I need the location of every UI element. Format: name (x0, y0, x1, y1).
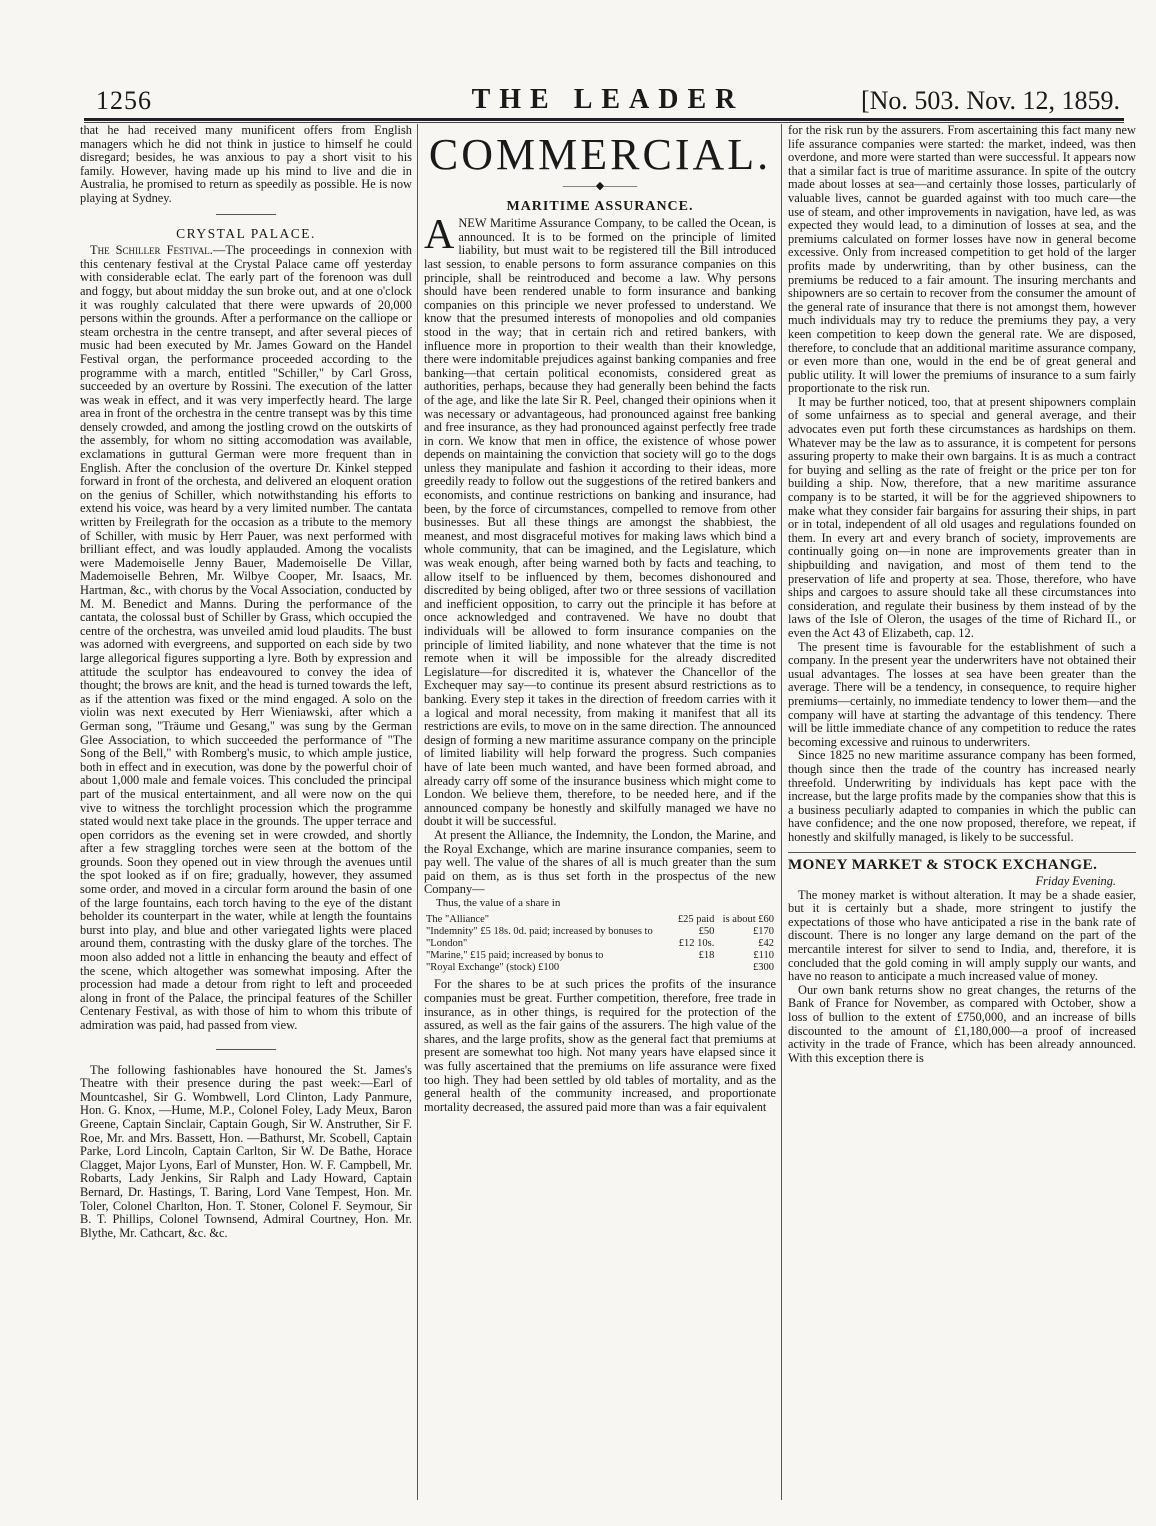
share-row (424, 950, 776, 962)
section-heading-crystal-palace: CRYSTAL PALACE. (176, 225, 316, 241)
issue-date: [No. 503. Nov. 12, 1859. (860, 86, 1120, 115)
paragraph (80, 244, 412, 1032)
paragraph: The money market is without alteration. It may be a shade easier, but it is certainly but a shade, more stringent to justify the expectations of those who have anticipated a rise in the bank rate of discount. There is no longer any large demand on the part of the mercantile interest for silver to send to India, and, therefore, it is concluded that the gold coming in will amply supply our wants, and have no reason to anticipate a much increased value of money. (788, 887, 1136, 984)
share-worth-cell: £110 (753, 950, 774, 962)
share-row (424, 926, 776, 938)
share-worth-cell: £170 (753, 926, 774, 938)
section-heading-commercial: COMMERCIAL. (428, 130, 772, 179)
right-column (788, 124, 1136, 1065)
column-divider (417, 124, 418, 1500)
share-worth-cell: £42 (758, 938, 774, 950)
paragraph: Since 1825 no new maritime assurance company has been formed, though since then the trade of the country has increased nearly threefold. Underwriting by individuals has kept pace with the increase, but the large profits made by the companies show that this is a business peculiarly adapted to companies in which the public can have confidence; and the one now proposed, therefore, we repeat, if honestly and skilfully managed, is likely to be successful. (788, 748, 1136, 844)
newspaper-title: THE LEADER (471, 84, 745, 115)
table-caption: Thus, the value of a share in (436, 896, 561, 909)
share-company-cell: "Royal Exchange" (stock) £100 (426, 962, 560, 974)
share-paid-cell: £25 paid (677, 914, 715, 926)
share-row (424, 962, 776, 974)
paragraph-body: NEW Maritime Assurance Company, to be called the Ocean, is announced. It is to be formed on the principle of limited liability, but must wait to be registered till the Bill introduced last session, to enable persons to form assurance companies on this principle, shall be reintroduced and become a law. Why persons should have been rendered unable to form insurance and banking companies on this principle we never professed to understand. We know that the presumed interests of monopolies and old companies stood in the way; that in certain rich and retired bankers, with influence more in proportion to their wealth than their knowledge, there were indomitable prejudices against banking companies and free banking—that certain political economists, considered great as authorities, perhaps, because they had generally been behind the facts of the age, and like the late Sir R. Peel, changed their opinions when it was necessary or advantageous, had pronounced against free banking and free insurance, as they had pronounced against perfectly free trade in corn. We know that men in office, the existence of whose power depends on maintaining the conviction that society will go to the dogs unless they manipulate and fashion it according to their ideas, more greedily ready to follow out the suggestions of the retired bankers and economists, and continue restrictions on banking and insurance, had been, by the force of circumstances, compelled to remove from other businesses. But all these things are amongst the shabbiest, the meanest, and most disgraceful motives for making laws which bind a whole community, that can be imagined, and the Legislature, which was weak enough, after being warned both by facts and teaching, to allow itself to be influenced by them, becomes dishonoured and discredited by being obliged, after two or three sessions of vacillation and inefficient opposition, to carry out the principle it has before at once acknowledged and contravened. We have no doubt that individuals will be allowed to form insurance companies on the principle of limited liability, and none whatever that the time is not remote when it will be impossible for the already discredited Legislature—for discredited it is, whatever the Chancellor of the Exchequer may say—to continue its present absurd restrictions as to banking. Every step it takes in the direction of freedom carries with it a logical and moral necessity, from making it manifest that all its restrictions are evils, to move on in the same direction. The announced design of forming a new maritime assurance company on the principle of limited liability will help forward the progress. Such companies have of late been much wanted, and have been formed abroad, and already carry off some of the insurance business which might come to London. We believe them, therefore, to be needed here, and if the announced company be honestly and skilfully managed we have no doubt it will be successful. (424, 216, 776, 829)
paragraph: For the shares to be at such prices the profits of the insurance companies must be great. Further competition, therefore, free trade in insurance, as in other things, is required for the protection of the assured, as well as the fair gains of the assurers. The high value of the shares, and the large profits, show as the general fact that premiums at present are somewhat too high. Not many years have elapsed since it was fully ascertained that the premiums on life assurance were fixed too high. They had been settled by old tables of mortality, and as the general health of the community increased, and proportionate mortality decreased, the assured paid more than was a fair equivalent (424, 977, 776, 1114)
masthead (96, 78, 1120, 118)
share-row (424, 938, 776, 950)
middle-column (424, 124, 776, 1114)
share-paid-cell: £18 (698, 950, 715, 962)
share-paid-cell (673, 962, 717, 974)
paragraph: for the risk run by the assurers. From ascertaining this fact many new life assurance companies were started: the market, indeed, was then overdone, and more were started than were successful. It appears now that a similar fact is true of maritime assurance. In spite of the outcry made about losses at sea—and certainly those losses, particularly of valuable lives, cannot be guarded against with too much care—the use of steam, and other improvements in navigation, have led, as was expected they would lead, to a diminution of losses at sea, and the premiums calculated on former losses have now in general become excessive. Only from increased competition to get hold of the larger profits made by underwriting, than by other business, can the premiums be reduced to a fair amount. The insuring merchants and shipowners are so certain to recover from the consumer the amount of the general rate of insurance that there is not amongst them, however much individuals may try to reduce the premiums they pay, a very keen competition to keep down the general rate. We are disposed, therefore, to conclude that an additional maritime assurance company, or even more than one, would in the end be of great general and public utility. It will lower the premiums of insurance to a sum fairly proportionate to the risk run. (788, 123, 1136, 396)
share-paid-cell: £50 (698, 926, 715, 938)
separator (216, 214, 276, 215)
paragraph (424, 212, 776, 829)
page-number: 1256 (96, 86, 152, 115)
drop-cap: A (424, 212, 455, 259)
paragraph: It may be further noticed, too, that at present shipowners complain of some unfairness as to special and general average, and their advocates even put forth these circumstances as hardships on them. Whatever may be the law as to assurance, it is competent for persons assuring property to make their own bargains. It is as much a contract for buying and selling as the rate of freight or the price per ton for building a ship. Now, therefore, that a new maritime assurance company is to be started, it will be for the aggrieved shipowners to make what they consider fair bargains for assuring their ships, in part or in total, independent of all old usages and regulations founded on them. In every art and every branch of society, improvements are continually going on—in none are improvements greater than in shipbuilding and navigation, and most of them tend to the preservation of life and property at sea. Those, therefore, who have ships and cargoes to assure should take all these circumstances into consideration, and regulate their business by them instead of by the laws of the Isle of Oleron, the usages of the time of Richard II., or even the Act 43 of Elizabeth, cap. 12. (788, 394, 1136, 640)
share-company-cell: "London" (426, 938, 468, 950)
paragraph: that he had received many munificent offers from English managers which he did not think in justice to himself he could disregard; besides, he was anxious to pay a short visit to his family. However, having made up his mind to live and die in Australia, he promised to return as speedily as possible. He is now playing at Sydney. (80, 123, 412, 205)
separator (788, 852, 1136, 853)
masthead-rule (84, 118, 1124, 121)
share-company-cell: The "Alliance" (426, 914, 490, 926)
paragraph: The present time is favourable for the establishment of such a company. In the present year the underwriters have not obtained their usual advantages. The losses at sea have been greater than the average. There will be a tendency, in consequence, to require higher premiums—certainly, no immediate tendency to lower them—and the company will have at starting the advantage of this tendency. There will be little immediate chance of any competition to reduce the rates becoming excessive and ruinous to underwriters. (788, 639, 1136, 749)
paragraph: Our own bank returns show no great changes, the returns of the Bank of France for November, as compared with October, show a loss of bullion to the extent of £750,000, and an increase of bills discounted to the amount of £1,180,000—a proof of increased activity in the trade of France, which has been already announced. With this exception there is (788, 982, 1136, 1065)
share-paid-cell: £12 10s. (678, 938, 715, 950)
separator (216, 1049, 276, 1050)
dateline: Friday Evening. (1035, 874, 1116, 889)
share-company-cell: "Indemnity" £5 18s. 0d. paid; increased by bonuses to (426, 926, 653, 938)
paragraph: The following fashionables have honoured the St. James's Theatre with their presence during the past week:—Earl of Mountcashel, Sir G. Wombwell, Lord Clinton, Lady Panmure, Hon. G. Knox, —Hume, M.P., Colonel Foley, Lady Meux, Baron Greene, Captain Sinclair, Captain Gough, Sir W. Anstruther, Sir F. Roe, Mr. and Mrs. Bassett, Hon. —Bathurst, Mr. Scobell, Captain Parke, Lord Lincoln, Captain Carlton, Sir W. De Bathe, Horace Clagget, Major Lyons, Earl of Munster, Hon. W. F. Campbell, Mr. Robarts, Lady Jenkins, Sir Ralph and Lady Howard, Captain Bernard, Dr. Hastings, T. Baring, Lord Vane Tempest, Hon. Mr. Toler, Colonel Charlton, Hon. T. Stoner, Colonel F. Seymour, Sir B. T. Phillips, Colonel Townsend, Admiral Courtney, Hon. Mr. Blythe, Mr. Cathcart, &c. &c. (80, 1062, 412, 1240)
share-values-table (424, 914, 776, 974)
share-worth-cell: £300 (753, 962, 774, 974)
subheading-maritime-assurance: MARITIME ASSURANCE. (506, 198, 694, 214)
section-heading-money-market: MONEY MARKET & STOCK EXCHANGE. (788, 857, 1098, 874)
lead-in: The Schiller Festival. (90, 243, 213, 258)
paragraph-body: —The proceedings in connexion with this centenary festival at the Crystal Palace came off yesterday with considerable eclat. The early part of the forenoon was dull and foggy, but about midday the sun broke out, and at one o'clock it was roughly calculated that there were upwards of 20,000 persons within the grounds. After a performance on the calliope or steam orchestra in the centre transept, and after several pieces of music had been executed by Mr. James Goward on the Handel Festival organ, the performance proceeded according to the programme with a march, entitled "Schiller," by Carl Gross, succeeded by an overture by Rossini. The execution of the latter was weak in effect, and it was very imperfectly heard. The large area in front of the orchestra in the centre transept was by this time densely crowded, and among the jostling crowd on the outskirts of the assembly, for whom no sitting accomodation was available, exclamations in guttural German were more frequent than in English. After the conclusion of the overture Dr. Kinkel stepped forward in front of the orchesta, and delivered an eloquent oration on the genius of Schiller, which notwithstanding his efforts to extend his voice, was heard by a very limited number. The cantata written by Freilegrath for the occasion as a tribute to the memory of Schiller, with music by Herr Pauer, was next performed with brilliant effect, and was loudly applauded. Among the vocalists were Mademoiselle Jenny Bauer, Mademoiselle De Villar, Mademoiselle Behren, Mr. Wilbye Cooper, Mr. Isaacs, Mr. Hartman, &c., with chorus by the Vocal Association, conducted by M. M. Benedict and Manns. During the performance of the cantata, the colossal bust of Schiller by Grass, which occupied the centre of the orchestra, was unveiled amid loud plaudits. The bust was adorned with evergreens, and supported on each side by two large allegorical figures supporting a lyre. Both by expression and attitude the sculptor has endeavoured to convey the idea of thought; the brows are knit, and the head is turned towards the left, as if the attention was fixed or the mind engaged. A solo on the violin was next executed by Herr Wieniawski, after which a German song, "Träume und Gesang," was sung by the German Glee Association, to which succeeded the performance of "The Song of the Bell," with Romberg's music, to which ample justice, both in effect and in execution, was done by the powerful choir of about 1,000 male and female voices. This concluded the principal part of the musical entertainment, and all were now on the qui vive to witness the torchlight procession which the programme stated would next take place in the grounds. The upper terrace and open corridors as the evening set in were crowded, and shortly after a few straggling torches were seen at the bottom of the grounds. Soon they opened out in view through the avenues until the spot looked as if on fire; gradually, however, they assumed some order, and moved in a circular form around the basin of one of the large fountains, each torch having to the eye of the distant beholder its counterpart in the water, while at length the fountains burst into play, and blue and other variegated lights were placed around them, contrasting with the dusky glare of the torches. The moon also added not a little in enhancing the beauty and effect of the scene, which altogether was somewhat imposing. After the procession had made a detour from right to left and proceeded along in front of the Palace, the principal features of the Schiller Centenary Festival, as with those of him to whom this tribute of admiration was paid, had passed from view. (80, 243, 412, 1032)
share-company-cell: "Marine," £15 paid; increased by bonus to (426, 950, 604, 962)
left-column (80, 124, 412, 1240)
share-row (424, 914, 776, 926)
share-worth-cell: is about £60 (722, 914, 774, 926)
column-divider (781, 124, 782, 1500)
paragraph: At present the Alliance, the Indemnity, the London, the Marine, and the Royal Exchange, which are marine insurance companies, seem to pay well. The value of the shares of all is much greater than the sum paid on them, as is thus set forth in the prospectus of the new Company— (424, 827, 776, 897)
ornament-divider: ———◆——— (562, 180, 638, 192)
